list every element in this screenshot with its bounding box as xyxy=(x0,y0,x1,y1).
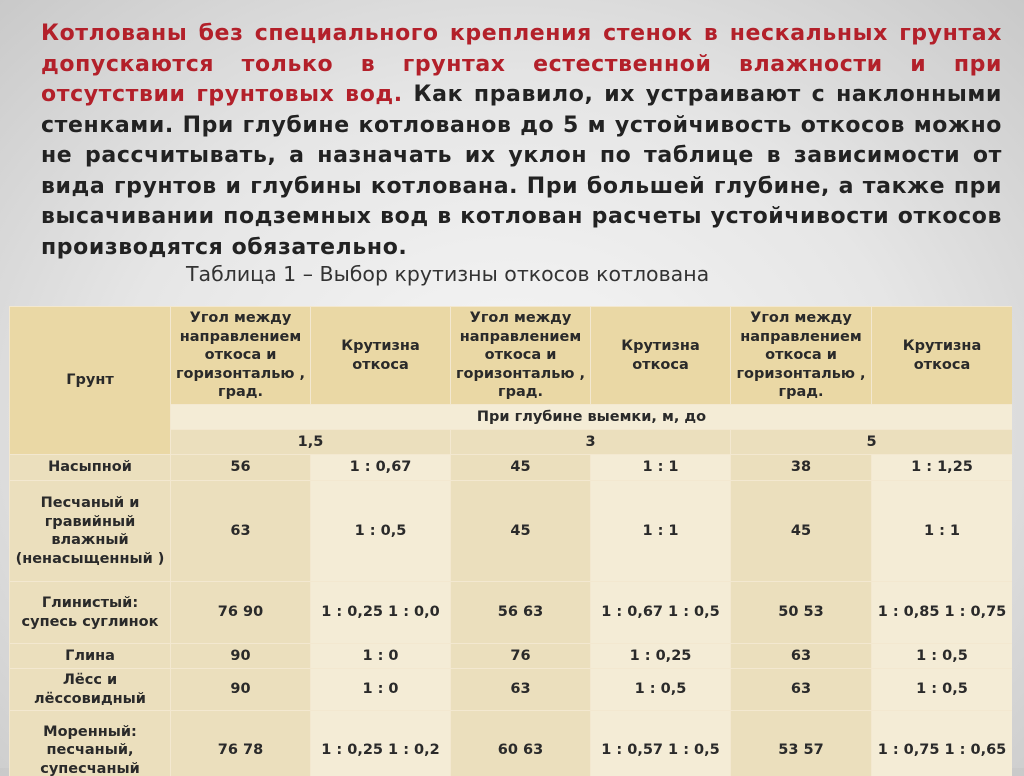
slope-value: 1 : 0,5 xyxy=(872,644,1013,669)
depth-value: 1,5 xyxy=(171,430,451,455)
soil-name: Насыпной xyxy=(10,455,171,481)
slope-value: 1 : 0 xyxy=(311,644,451,669)
slope-value: 1 : 1 xyxy=(872,481,1013,582)
table-row xyxy=(10,669,1013,711)
angle-value: 45 xyxy=(731,481,872,582)
soil-name: Глинистый: супесь суглинок xyxy=(10,582,171,644)
table-row xyxy=(10,644,1013,669)
angle-value: 90 xyxy=(171,644,311,669)
body-text: Как правило, их устраивают с наклонными стенками. При глубине котлованов до 5 м устойчивость откосов можно не рассчитывать, а назначать их уклон по таблице в зависимости от вида грунтов и глубины котлована. При большей глубине, а также при высачивании подземных вод в котлован расчеты устойчивости откосов производятся обязательно. xyxy=(41,82,1002,260)
slope-value: 1 : 0,25 1 : 0,2 xyxy=(311,711,451,776)
soil-name: Моренный: песчаный, супесчаный xyxy=(10,711,171,776)
table-row xyxy=(10,711,1013,776)
slope-value: 1 : 0,85 1 : 0,75 xyxy=(872,582,1013,644)
slope-value: 1 : 0,25 xyxy=(591,644,731,669)
slope-value: 1 : 0,67 xyxy=(311,455,451,481)
slope-value: 1 : 0,57 1 : 0,5 xyxy=(591,711,731,776)
intro-paragraph xyxy=(41,19,1002,263)
angle-value: 56 63 xyxy=(451,582,591,644)
header-soil: Грунт xyxy=(10,307,171,455)
soil-name: Лёсс и лёссовидный xyxy=(10,669,171,711)
soil-name: Песчаный и гравийный влажный (ненасыщенный ) xyxy=(10,481,171,582)
angle-value: 63 xyxy=(171,481,311,582)
angle-value: 63 xyxy=(451,669,591,711)
slope-value: 1 : 0 xyxy=(311,669,451,711)
angle-value: 76 78 xyxy=(171,711,311,776)
angle-value: 63 xyxy=(731,644,872,669)
angle-value: 53 57 xyxy=(731,711,872,776)
angle-value: 38 xyxy=(731,455,872,481)
header-slope-2: Крутизна откоса xyxy=(591,307,731,405)
depth-value: 3 xyxy=(451,430,731,455)
header-slope-3: Крутизна откоса xyxy=(872,307,1013,405)
angle-value: 50 53 xyxy=(731,582,872,644)
depth-label: При глубине выемки, м, до xyxy=(171,405,1013,430)
table-row xyxy=(10,481,1013,582)
slope-table xyxy=(9,306,1012,776)
highlighted-text: Котлованы без специального крепления стенок в нескальных грунтах допускаются только в грунтах естественной влажности и при отсутствии грунтовых вод. xyxy=(41,21,1002,107)
angle-value: 63 xyxy=(731,669,872,711)
slope-value: 1 : 0,5 xyxy=(872,669,1013,711)
header-angle-1: Угол между направлением откоса и горизонталью , град. xyxy=(171,307,311,405)
slope-value: 1 : 0,5 xyxy=(591,669,731,711)
depth-value: 5 xyxy=(731,430,1013,455)
angle-value: 76 90 xyxy=(171,582,311,644)
slope-table-container xyxy=(9,306,1012,776)
header-angle-3: Угол между направлением откоса и горизонталью , град. xyxy=(731,307,872,405)
table-row xyxy=(10,582,1013,644)
slope-value: 1 : 1 xyxy=(591,481,731,582)
header-angle-2: Угол между направлением откоса и горизонталью , град. xyxy=(451,307,591,405)
slope-value: 1 : 0,5 xyxy=(311,481,451,582)
table-caption: Таблица 1 – Выбор крутизны откосов котлована xyxy=(186,262,709,286)
soil-name: Глина xyxy=(10,644,171,669)
table-row xyxy=(10,455,1013,481)
header-slope-1: Крутизна откоса xyxy=(311,307,451,405)
slope-value: 1 : 1 xyxy=(591,455,731,481)
slope-value: 1 : 0,75 1 : 0,65 xyxy=(872,711,1013,776)
angle-value: 90 xyxy=(171,669,311,711)
angle-value: 45 xyxy=(451,481,591,582)
slope-value: 1 : 1,25 xyxy=(872,455,1013,481)
angle-value: 56 xyxy=(171,455,311,481)
slope-value: 1 : 0,25 1 : 0,0 xyxy=(311,582,451,644)
slope-value: 1 : 0,67 1 : 0,5 xyxy=(591,582,731,644)
angle-value: 76 xyxy=(451,644,591,669)
angle-value: 45 xyxy=(451,455,591,481)
angle-value: 60 63 xyxy=(451,711,591,776)
